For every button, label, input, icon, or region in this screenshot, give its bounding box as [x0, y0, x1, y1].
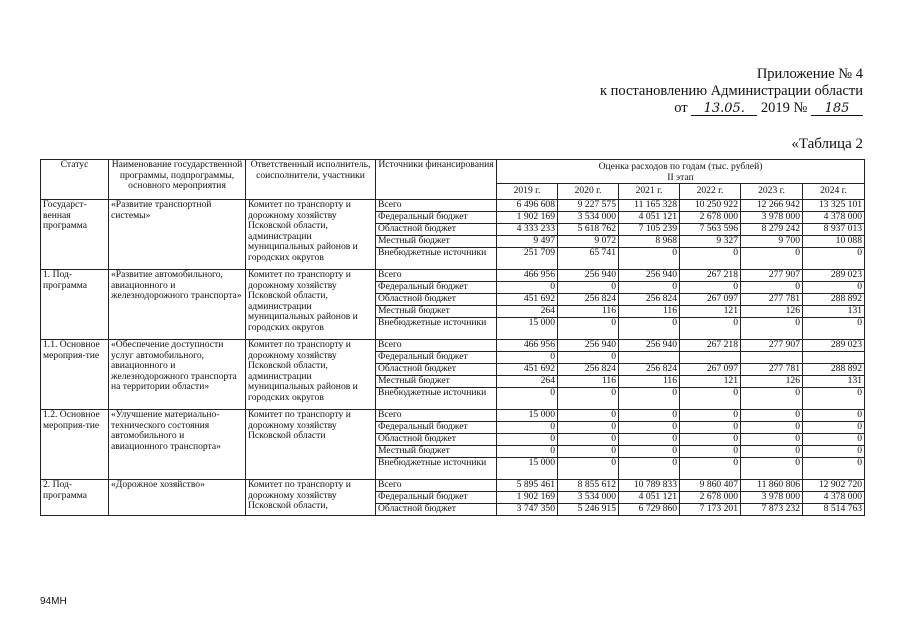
value-cell: 0: [680, 410, 741, 422]
table-row: [41, 410, 865, 422]
value-cell: 264: [497, 306, 558, 318]
value-cell: 4 333 233: [497, 224, 558, 236]
col-executor: Ответственный исполнитель, соисполнители, участники: [246, 160, 376, 200]
resolution-reference: к постановлению Администрации области: [599, 83, 863, 99]
value-cell: 5 618 762: [558, 224, 619, 236]
value-cell: 15 000: [497, 458, 558, 480]
value-cell: 289 023: [803, 270, 865, 282]
value-cell: 121: [680, 306, 741, 318]
value-cell: 10 088: [803, 236, 865, 248]
value-cell: 0: [497, 434, 558, 446]
source-cell: Федеральный бюджет: [376, 212, 497, 224]
value-cell: 0: [558, 318, 619, 340]
value-cell: 0: [680, 434, 741, 446]
value-cell: 5 895 461: [497, 480, 558, 492]
source-cell: Внебюджетные источники: [376, 388, 497, 410]
value-cell: 267 218: [680, 270, 741, 282]
handwritten-number: 185: [811, 102, 863, 116]
executor-cell: Комитет по транспорту и дорожному хозяйству Псковской области,: [246, 480, 376, 516]
col-name: Наименование государственной программы, подпрограммы, основного мероприятия: [109, 160, 246, 200]
value-cell: 0: [558, 458, 619, 480]
value-cell: 0: [558, 446, 619, 458]
value-cell: [741, 352, 803, 364]
value-cell: 9 327: [680, 236, 741, 248]
source-cell: Внебюджетные источники: [376, 248, 497, 270]
value-cell: 6 496 608: [497, 200, 558, 212]
value-cell: 466 956: [497, 340, 558, 352]
value-cell: 12 266 942: [741, 200, 803, 212]
status-cell: 1.2. Основное мероприя-тие: [41, 410, 109, 480]
source-cell: Федеральный бюджет: [376, 282, 497, 294]
value-cell: 3 978 000: [741, 492, 803, 504]
value-cell: 0: [741, 458, 803, 480]
value-cell: 1 902 169: [497, 492, 558, 504]
value-cell: 4 051 121: [619, 212, 680, 224]
col-estimate: Оценка расходов по годам (тыс. рублей): [497, 160, 865, 173]
value-cell: 0: [803, 434, 865, 446]
value-cell: 13 325 101: [803, 200, 865, 212]
value-cell: 11 165 328: [619, 200, 680, 212]
handwritten-date: 13.05.: [691, 102, 757, 116]
value-cell: 267 097: [680, 364, 741, 376]
value-cell: 9 700: [741, 236, 803, 248]
value-cell: 11 860 806: [741, 480, 803, 492]
col-year: 2019 г.: [497, 184, 558, 200]
value-cell: 9 227 575: [558, 200, 619, 212]
value-cell: 8 968: [619, 236, 680, 248]
source-cell: Областной бюджет: [376, 504, 497, 516]
value-cell: 9 860 407: [680, 480, 741, 492]
value-cell: 277 907: [741, 270, 803, 282]
value-cell: 0: [619, 434, 680, 446]
value-cell: 0: [741, 434, 803, 446]
date-prefix: от: [674, 100, 688, 116]
value-cell: 116: [619, 306, 680, 318]
value-cell: 0: [619, 458, 680, 480]
value-cell: 0: [680, 318, 741, 340]
table-row: [41, 200, 865, 212]
value-cell: 8 514 763: [803, 504, 865, 516]
value-cell: 256 940: [619, 340, 680, 352]
value-cell: 0: [619, 422, 680, 434]
value-cell: [803, 352, 865, 364]
value-cell: 0: [741, 410, 803, 422]
value-cell: 9 072: [558, 236, 619, 248]
source-cell: Областной бюджет: [376, 364, 497, 376]
value-cell: 116: [558, 306, 619, 318]
table-title: «Таблица 2: [791, 136, 863, 152]
status-cell: 1. Под-программа: [41, 270, 109, 340]
value-cell: 0: [558, 282, 619, 294]
appendix-title: Приложение № 4: [756, 66, 863, 82]
value-cell: 466 956: [497, 270, 558, 282]
value-cell: 15 000: [497, 410, 558, 422]
value-cell: [680, 352, 741, 364]
source-cell: Федеральный бюджет: [376, 422, 497, 434]
value-cell: 264: [497, 376, 558, 388]
name-cell: «Обеспечение доступности услуг автомобильного, авиационного и железнодорожного транспорта на территории области»: [109, 340, 246, 410]
value-cell: 0: [680, 446, 741, 458]
value-cell: 126: [741, 306, 803, 318]
value-cell: 15 000: [497, 318, 558, 340]
value-cell: 277 781: [741, 364, 803, 376]
col-year: 2024 г.: [803, 184, 865, 200]
value-cell: 0: [558, 422, 619, 434]
executor-cell: Комитет по транспорту и дорожному хозяйству Псковской области, администрации муниципальных районов и городских округов: [246, 270, 376, 340]
value-cell: 0: [619, 410, 680, 422]
source-cell: Областной бюджет: [376, 224, 497, 236]
value-cell: 0: [803, 248, 865, 270]
value-cell: 0: [497, 352, 558, 364]
value-cell: 256 824: [558, 294, 619, 306]
value-cell: 451 692: [497, 294, 558, 306]
value-cell: 0: [803, 410, 865, 422]
value-cell: 6 729 860: [619, 504, 680, 516]
source-cell: Всего: [376, 200, 497, 212]
value-cell: 0: [558, 434, 619, 446]
source-cell: Местный бюджет: [376, 446, 497, 458]
source-cell: Всего: [376, 480, 497, 492]
value-cell: 8 937 013: [803, 224, 865, 236]
source-cell: Местный бюджет: [376, 236, 497, 248]
name-cell: «Развитие транспортной системы»: [109, 200, 246, 270]
budget-table: [40, 159, 865, 516]
source-cell: Федеральный бюджет: [376, 352, 497, 364]
value-cell: 131: [803, 376, 865, 388]
value-cell: 0: [680, 422, 741, 434]
value-cell: 0: [619, 282, 680, 294]
value-cell: 0: [619, 388, 680, 410]
value-cell: 0: [619, 248, 680, 270]
value-cell: 3 534 000: [558, 492, 619, 504]
col-year: 2022 г.: [680, 184, 741, 200]
value-cell: 3 978 000: [741, 212, 803, 224]
value-cell: 0: [803, 446, 865, 458]
value-cell: 8 279 242: [741, 224, 803, 236]
value-cell: 277 907: [741, 340, 803, 352]
value-cell: 0: [619, 446, 680, 458]
value-cell: 0: [558, 352, 619, 364]
value-cell: 1 902 169: [497, 212, 558, 224]
value-cell: 0: [497, 388, 558, 410]
value-cell: 0: [741, 446, 803, 458]
value-cell: 10 789 833: [619, 480, 680, 492]
source-cell: Областной бюджет: [376, 434, 497, 446]
value-cell: 267 097: [680, 294, 741, 306]
value-cell: 0: [497, 282, 558, 294]
status-cell: 2. Под-программа: [41, 480, 109, 516]
source-cell: Внебюджетные источники: [376, 318, 497, 340]
col-stage: II этап: [497, 173, 865, 184]
value-cell: [619, 352, 680, 364]
source-cell: Федеральный бюджет: [376, 492, 497, 504]
value-cell: 0: [803, 388, 865, 410]
value-cell: 0: [680, 388, 741, 410]
value-cell: 3 534 000: [558, 212, 619, 224]
value-cell: 256 824: [558, 364, 619, 376]
value-cell: 0: [558, 388, 619, 410]
value-cell: 289 023: [803, 340, 865, 352]
value-cell: 0: [741, 388, 803, 410]
value-cell: 0: [803, 458, 865, 480]
table-body: [41, 200, 865, 516]
value-cell: 0: [497, 422, 558, 434]
value-cell: 277 781: [741, 294, 803, 306]
value-cell: 5 246 915: [558, 504, 619, 516]
value-cell: 451 692: [497, 364, 558, 376]
value-cell: 65 741: [558, 248, 619, 270]
source-cell: Областной бюджет: [376, 294, 497, 306]
value-cell: 3 747 350: [497, 504, 558, 516]
value-cell: 256 824: [619, 294, 680, 306]
col-year: 2020 г.: [558, 184, 619, 200]
value-cell: 288 892: [803, 294, 865, 306]
value-cell: 2 678 000: [680, 492, 741, 504]
executor-cell: Комитет по транспорту и дорожному хозяйству Псковской области, администрации муниципальных районов и городских округов: [246, 200, 376, 270]
value-cell: 4 051 121: [619, 492, 680, 504]
value-cell: 0: [803, 422, 865, 434]
status-cell: Государст-венная программа: [41, 200, 109, 270]
value-cell: 116: [619, 376, 680, 388]
col-year: 2023 г.: [741, 184, 803, 200]
value-cell: 126: [741, 376, 803, 388]
value-cell: 0: [558, 410, 619, 422]
table-row: [41, 340, 865, 352]
value-cell: 256 940: [558, 340, 619, 352]
year-label: 2019 №: [760, 100, 808, 116]
value-cell: 7 173 201: [680, 504, 741, 516]
value-cell: 0: [741, 282, 803, 294]
value-cell: 0: [680, 248, 741, 270]
value-cell: 0: [680, 282, 741, 294]
value-cell: 0: [497, 446, 558, 458]
value-cell: 267 218: [680, 340, 741, 352]
document-header: [600, 66, 863, 117]
footer-code: 94МН: [40, 596, 67, 607]
source-cell: Всего: [376, 270, 497, 282]
value-cell: 9 497: [497, 236, 558, 248]
value-cell: 7 105 239: [619, 224, 680, 236]
value-cell: 8 855 612: [558, 480, 619, 492]
value-cell: 256 940: [619, 270, 680, 282]
name-cell: «Дорожное хозяйство»: [109, 480, 246, 516]
source-cell: Всего: [376, 340, 497, 352]
value-cell: 0: [680, 458, 741, 480]
value-cell: 0: [803, 318, 865, 340]
value-cell: 116: [558, 376, 619, 388]
name-cell: «Улучшение материально-технического состояния автомобильного и авиационного транспорта»: [109, 410, 246, 480]
value-cell: 0: [619, 318, 680, 340]
value-cell: 7 873 232: [741, 504, 803, 516]
source-cell: Всего: [376, 410, 497, 422]
value-cell: 256 824: [619, 364, 680, 376]
value-cell: 251 709: [497, 248, 558, 270]
value-cell: 4 378 000: [803, 492, 865, 504]
value-cell: 4 378 000: [803, 212, 865, 224]
value-cell: 256 940: [558, 270, 619, 282]
value-cell: 2 678 000: [680, 212, 741, 224]
status-cell: 1.1. Основное мероприя-тие: [41, 340, 109, 410]
name-cell: «Развитие автомобильного, авиационного и железнодорожного транспорта»: [109, 270, 246, 340]
value-cell: 0: [741, 422, 803, 434]
value-cell: 10 250 922: [680, 200, 741, 212]
value-cell: 0: [741, 248, 803, 270]
source-cell: Местный бюджет: [376, 306, 497, 318]
value-cell: 12 902 720: [803, 480, 865, 492]
source-cell: Местный бюджет: [376, 376, 497, 388]
value-cell: 0: [741, 318, 803, 340]
value-cell: 131: [803, 306, 865, 318]
source-cell: Внебюджетные источники: [376, 458, 497, 480]
value-cell: 121: [680, 376, 741, 388]
col-sources: Источники финансирования: [376, 160, 497, 200]
executor-cell: Комитет по транспорту и дорожному хозяйству Псковской области: [246, 410, 376, 480]
value-cell: 7 563 596: [680, 224, 741, 236]
resolution-date-line: [600, 100, 863, 117]
table-row: [41, 480, 865, 492]
value-cell: 288 892: [803, 364, 865, 376]
value-cell: 0: [803, 282, 865, 294]
executor-cell: Комитет по транспорту и дорожному хозяйству Псковской области, администрации муниципальных районов и городских округов: [246, 340, 376, 410]
col-year: 2021 г.: [619, 184, 680, 200]
table-row: [41, 270, 865, 282]
col-status: Статус: [41, 160, 109, 200]
